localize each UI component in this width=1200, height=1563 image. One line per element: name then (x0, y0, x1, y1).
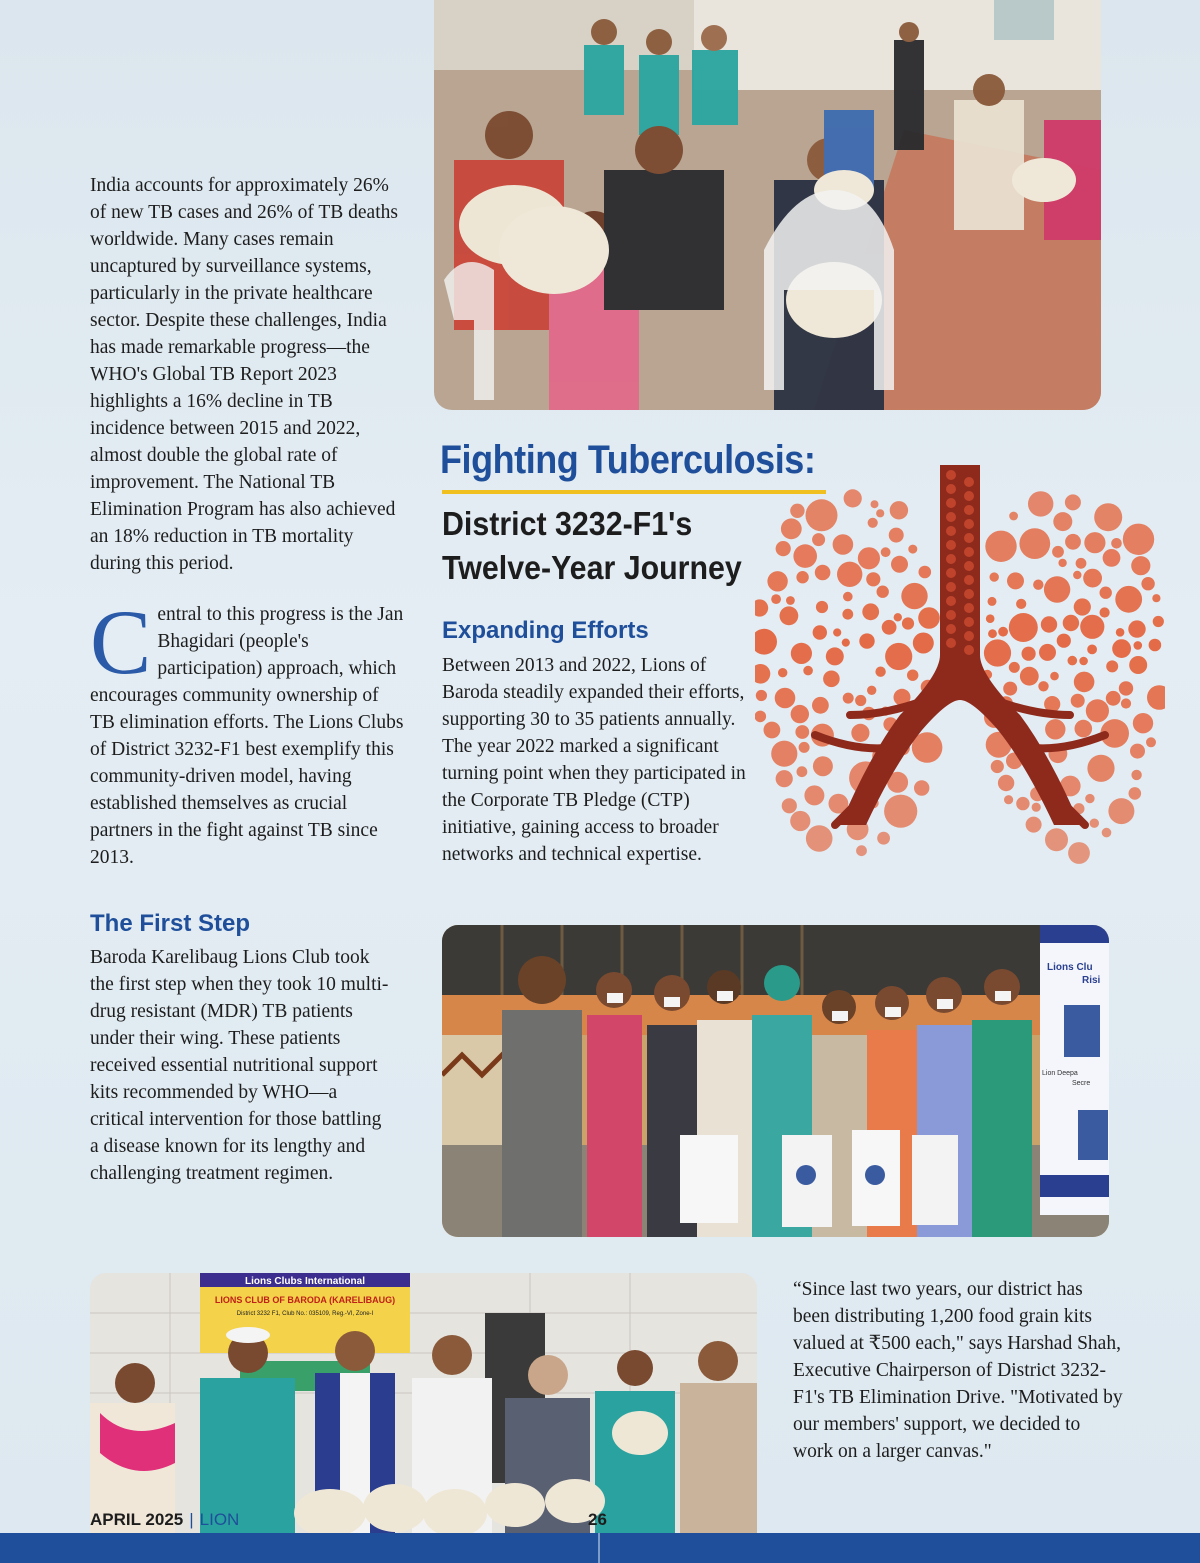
trachea-dot (946, 554, 956, 564)
lung-bubble (1119, 681, 1133, 695)
trachea-dot (964, 561, 974, 571)
lung-bubble (755, 629, 777, 655)
lung-bubble (791, 705, 809, 723)
lung-bubble (782, 798, 797, 813)
lung-bubble (1026, 817, 1042, 833)
lung-bubble (871, 500, 879, 508)
jan-bhagidari-paragraph (90, 591, 408, 871)
lung-bubble (859, 633, 874, 648)
lung-bubble (781, 518, 802, 539)
intro-paragraph: India accounts for approximately 26% of new TB cases and 26% of TB deaths worldwide. Many cases remain uncaptured by surveillance systems, particularly in the private healthcare sector. Despite these challenges, India has made remarkable progress—the WHO's Global TB Report 2023 highlights a 16% decline in TB incidence between 2015 and 2022, almost double the global rate of improvement. The National TB Elimination Program has also achieved an 18% reduction in TB mortality during this period. (90, 175, 398, 574)
lung-bubble (837, 562, 862, 587)
lung-bubble (867, 686, 876, 695)
lung-bubble (985, 531, 1016, 562)
banner-line-2: LIONS CLUB OF BARODA (KARELIBAUG) (214, 1295, 396, 1305)
lung-bubble (1085, 794, 1094, 803)
lung-bubble (1007, 572, 1024, 589)
lung-bubble (1073, 571, 1081, 579)
banner-line-1: Lions Clubs International (244, 1276, 366, 1287)
lung-bubble (1094, 503, 1122, 531)
lung-bubble (1009, 613, 1038, 642)
lung-bubble (771, 594, 781, 604)
lung-bubble (780, 606, 799, 625)
lung-bubble (866, 572, 880, 586)
lung-bubble (771, 741, 797, 767)
poster-name-1: Lion Deepa (1042, 1070, 1078, 1077)
lung-bubble (842, 639, 850, 647)
lung-bubble (1050, 672, 1059, 681)
lung-bubble (908, 545, 917, 554)
lung-bubble (1131, 770, 1141, 780)
lung-bubble (1075, 720, 1093, 738)
lung-bubble (816, 601, 828, 613)
lung-bubble (1149, 639, 1162, 652)
trachea-dot (946, 582, 956, 592)
lung-bubble (1063, 615, 1079, 631)
lung-bubble (1152, 594, 1160, 602)
lung-bubble (1041, 616, 1057, 632)
trachea-dot (946, 484, 956, 494)
trachea-dot (946, 498, 956, 508)
lung-bubble (875, 667, 885, 677)
first-step-heading: The First Step (90, 910, 251, 937)
left-column (90, 172, 408, 871)
lung-bubble (803, 666, 813, 676)
lung-bubble (990, 572, 999, 581)
lung-bubble (919, 566, 932, 579)
lung-bubble (991, 760, 1004, 773)
poster-name-2: Secre (1072, 1080, 1091, 1087)
lung-bubble (1087, 645, 1097, 655)
lung-bubble (998, 627, 1008, 637)
lung-bubble (815, 565, 831, 581)
trachea-dot (946, 540, 956, 550)
lung-bubble (778, 668, 787, 677)
lung-bubble (1090, 819, 1099, 828)
lung-bubble (1131, 556, 1150, 575)
lung-bubble (806, 499, 838, 531)
lung-bubble (1106, 691, 1121, 706)
lung-bubble (1052, 546, 1064, 558)
lung-bubble (1141, 577, 1154, 590)
lung-bubble (755, 599, 768, 616)
lung-bubble (812, 697, 829, 714)
trachea-dot (964, 589, 974, 599)
lung-bubble (1003, 682, 1017, 696)
lung-bubble (1074, 672, 1095, 693)
trachea-dot (964, 533, 974, 543)
lung-bubble (984, 639, 1011, 666)
lung-bubble (1033, 580, 1043, 590)
lung-bubble (1045, 719, 1065, 739)
trachea-dot (946, 624, 956, 634)
footer-issue-label: APRIL 2025 | LION (90, 1510, 240, 1529)
article-title: Fighting Tuberculosis: (440, 438, 816, 482)
lungs-illustration (755, 455, 1165, 870)
trachea-dot (964, 547, 974, 557)
lung-bubble (1146, 737, 1156, 747)
lung-bubble (914, 780, 929, 795)
lung-bubble (868, 518, 878, 528)
lung-bubble (891, 556, 908, 573)
lung-bubble (862, 603, 879, 620)
lung-bubble (776, 541, 791, 556)
lung-bubble (843, 592, 853, 602)
lung-bubble (1065, 534, 1081, 550)
lung-bubble (1016, 797, 1029, 810)
lung-bubble (843, 693, 854, 704)
lung-bubble (1084, 532, 1105, 553)
lung-bubble (1133, 713, 1153, 733)
banner-line-3: District 3232 F1, Club No.: 035109, Reg.-VI, Zone-I (236, 1311, 374, 1317)
trachea-dot (964, 491, 974, 501)
lung-bubble (1044, 576, 1070, 602)
lung-bubble (1134, 641, 1143, 650)
lung-bubble (1022, 647, 1036, 661)
lung-bubble (795, 725, 809, 739)
lung-bubble (793, 544, 817, 568)
lung-bubble (1083, 569, 1102, 588)
lung-bubble (1080, 615, 1104, 639)
lung-bubble (806, 825, 833, 852)
lung-bubble (1076, 558, 1087, 569)
expanding-efforts-heading: Expanding Efforts (442, 617, 649, 644)
lung-bubble (1079, 657, 1088, 666)
trachea-dot (964, 645, 974, 655)
lung-bubble (913, 633, 934, 654)
harshad-shah-quote: “Since last two years, our district has been distributing 1,200 food grain kits valued at ₹500 each," says Harshad Shah, Executive Chairperson of District 3232-F1's TB Elimination Drive. "Motivated by our members' support, we decided to work on a larger canvas." (793, 1279, 1123, 1462)
lung-bubble (790, 811, 810, 831)
lung-bubble (826, 647, 844, 665)
page-number: 26 (588, 1510, 607, 1529)
lung-bubble (877, 832, 890, 845)
lung-bubble (1053, 512, 1072, 531)
lung-bubble (1074, 598, 1091, 615)
footer-divider (598, 1533, 600, 1563)
lung-bubble (998, 775, 1014, 791)
lung-bubble (1128, 620, 1145, 637)
lung-bubble (894, 613, 902, 621)
lung-bubble (813, 625, 827, 639)
lung-bubble (858, 547, 880, 569)
lung-bubble (797, 766, 808, 777)
lung-bubble (844, 489, 862, 507)
lung-bubble (1111, 538, 1122, 549)
lung-bubble (1045, 828, 1068, 851)
photo-food-kit-distribution-seated (434, 0, 1101, 410)
lung-bubble (842, 609, 853, 620)
lung-bubble (918, 607, 940, 629)
lung-bubble (790, 504, 804, 518)
lung-bubble (1057, 634, 1071, 648)
trachea-dot (964, 631, 974, 641)
lung-bubble (1121, 698, 1131, 708)
trachea-dot (964, 603, 974, 613)
trachea-dot (946, 596, 956, 606)
lung-bubble (1106, 660, 1118, 672)
lung-bubble (813, 756, 833, 776)
photo-lions-members-distribution (90, 1273, 757, 1533)
lung-bubble (988, 597, 997, 606)
lung-bubble (1147, 685, 1165, 710)
trachea-dot (946, 568, 956, 578)
lung-bubble (877, 586, 889, 598)
lung-bubble (1068, 842, 1090, 864)
lung-bubble (1016, 599, 1026, 609)
lung-bubble (799, 742, 810, 753)
lung-bubble (1102, 828, 1112, 838)
lung-bubble (988, 629, 997, 638)
trachea-dot (946, 470, 956, 480)
poster-line-2: Risi (1082, 975, 1101, 986)
trachea-dot (946, 638, 956, 648)
lung-bubble (881, 547, 891, 557)
lung-bubble (1130, 744, 1145, 759)
lung-bubble (1019, 528, 1050, 559)
trachea-dot (964, 505, 974, 515)
footer-magazine: LION (199, 1510, 240, 1529)
lung-bubble (1009, 662, 1020, 673)
lung-bubble (796, 571, 808, 583)
article-subtitle: District 3232-F1's Twelve-Year Journey (442, 505, 742, 586)
lung-bubble (1086, 699, 1109, 722)
trachea-dot (964, 617, 974, 627)
lung-bubble (882, 620, 897, 635)
lung-bubble (851, 724, 869, 742)
lung-bubble (775, 688, 796, 709)
lung-bubble (1032, 803, 1041, 812)
lung-bubble (902, 617, 914, 629)
lung-bubble (885, 643, 912, 670)
lung-bubble (776, 770, 793, 787)
footer-bar (0, 1533, 1200, 1563)
lung-bubble (1058, 559, 1066, 567)
first-step-paragraph: Baroda Karelibaug Lions Club took the first step when they took 10 multi-drug resistant (MDR) TB patients under their wing. These patients received essential nutritional support kits recommended by WHO—a critical intervention for those battling a disease known for its lengthy and challenging treatment regimen. (90, 947, 389, 1184)
lung-bubble (1009, 512, 1018, 521)
poster-line-1: Lions Clu (1047, 962, 1093, 973)
lung-bubble (889, 528, 904, 543)
trachea-dot (946, 610, 956, 620)
lung-bubble (1004, 795, 1013, 804)
lung-bubble (804, 785, 824, 805)
lung-bubble (876, 509, 884, 517)
lung-bubble (833, 628, 841, 636)
lung-bubble (1129, 656, 1147, 674)
lung-bubble (1039, 644, 1056, 661)
lung-bubble (907, 670, 918, 681)
lung-bubble (767, 571, 787, 591)
lung-bubble (1153, 616, 1164, 627)
lung-bubble (1112, 639, 1131, 658)
lung-bubble (764, 722, 781, 739)
trachea-dot (964, 477, 974, 487)
lung-bubble (986, 614, 995, 623)
footer-issue: APRIL 2025 (90, 1510, 184, 1529)
trachea-dot (964, 575, 974, 585)
dropcap-paragraph-text: entral to this progress is the Jan Bhagidari (people's participation) approach, which encourages community ownership of TB elimination efforts. The Lions Clubs of District 3232-F1 best exemplify this community-driven model, having established themselves as crucial partners in the fight against TB since 2013. (90, 604, 404, 868)
lung-bubble (901, 583, 927, 609)
lung-bubble (1028, 491, 1053, 516)
lung-bubble (1103, 549, 1121, 567)
expanding-efforts-paragraph: Between 2013 and 2022, Lions of Baroda steadily expanded their efforts, supporting 30 to 35 patients annually. The year 2022 marked a significant turning point when they participated in the Corporate TB Pledge (CTP) initiative, gaining access to broader networks and technical expertise. (442, 655, 746, 865)
lung-bubble (1116, 628, 1125, 637)
lung-bubble (1115, 586, 1142, 613)
lung-bubble (1129, 787, 1142, 800)
lung-bubble (1038, 681, 1048, 691)
lung-bubble (1087, 755, 1114, 782)
lung-bubble (1123, 524, 1154, 555)
trachea-dot (964, 519, 974, 529)
lung-bubble (791, 643, 812, 664)
dropcap-letter: C (90, 591, 152, 693)
lung-bubble (1068, 656, 1078, 666)
lung-bubble (1100, 607, 1110, 617)
trachea-dot (946, 526, 956, 536)
lung-bubble (856, 845, 867, 856)
lung-bubble (1071, 694, 1085, 708)
lung-bubble (1108, 798, 1134, 824)
lung-bubble (1020, 667, 1039, 686)
lung-bubble (812, 533, 825, 546)
photo-group-beneficiaries-standing (442, 925, 1109, 1237)
lung-bubble (1100, 587, 1112, 599)
trachea-dot (946, 512, 956, 522)
lung-bubble (890, 501, 908, 519)
lung-bubble (823, 671, 840, 688)
lung-bubble (1065, 494, 1081, 510)
lung-bubble (884, 795, 917, 828)
lung-bubble (786, 596, 795, 605)
lung-bubble (833, 534, 854, 555)
lung-bubbles-left (755, 489, 942, 856)
lung-bubble (855, 695, 866, 706)
